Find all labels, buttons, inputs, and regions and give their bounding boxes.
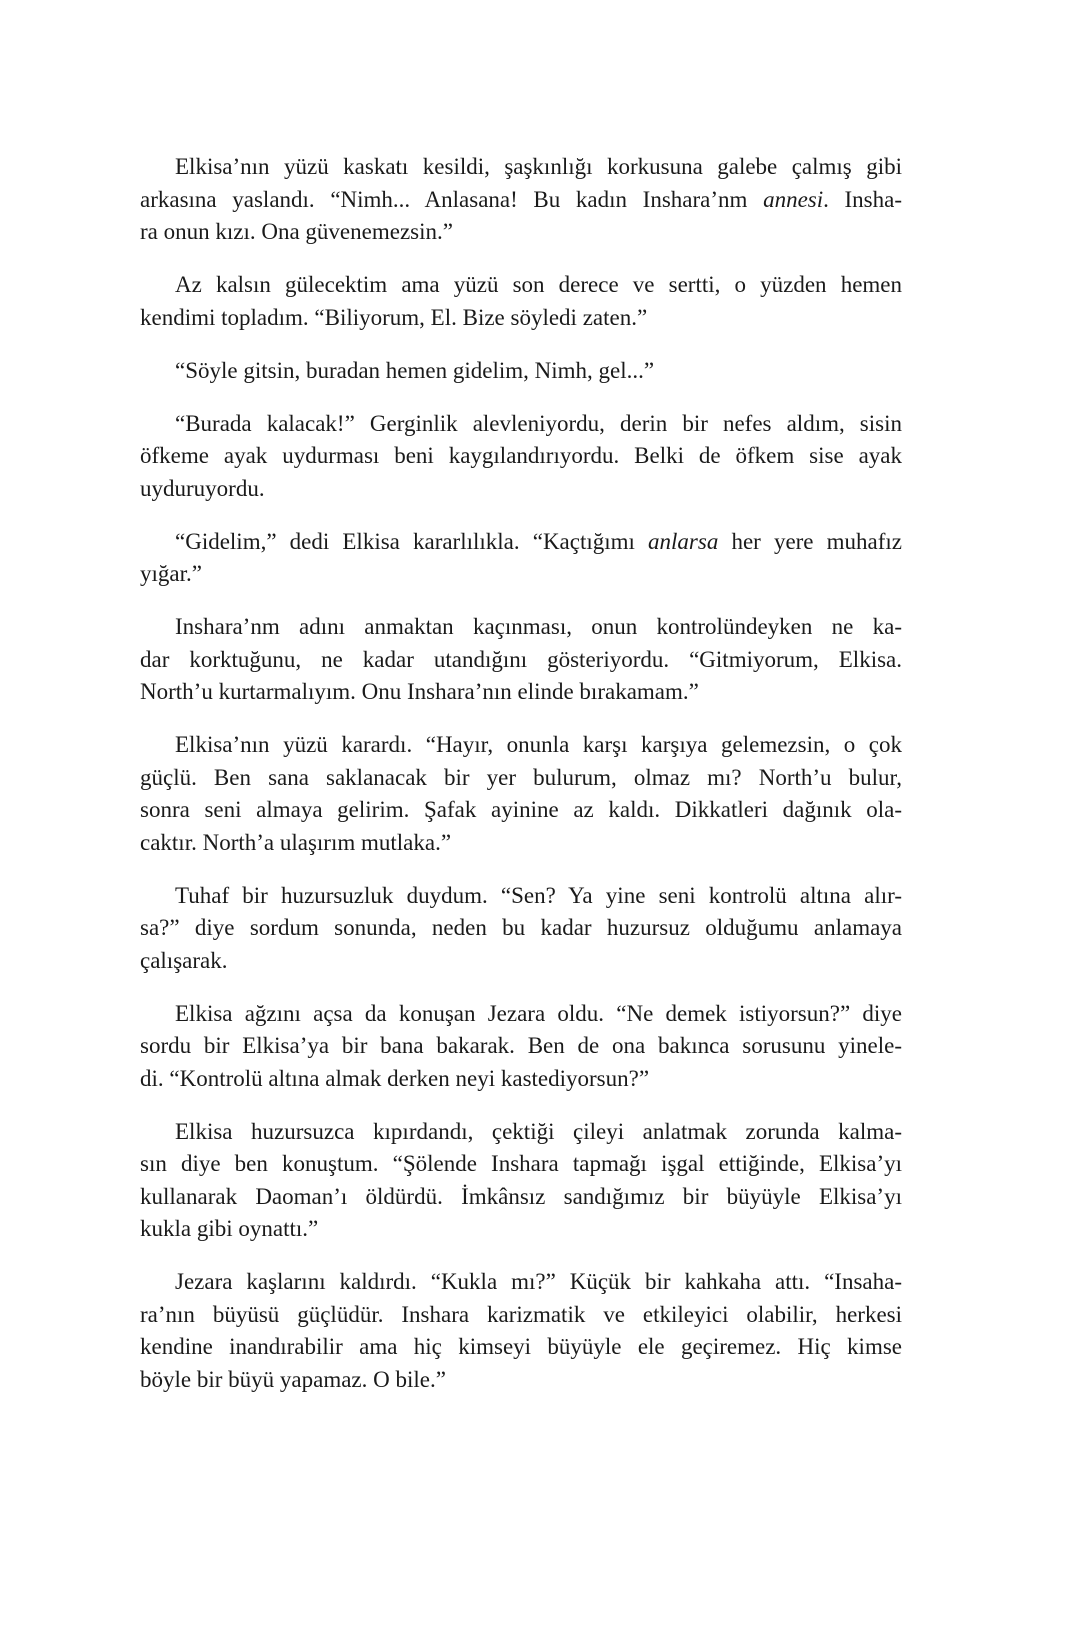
text-segment: “Söyle gitsin, buradan hemen gidelim, Nimh, gel...” <box>175 357 655 383</box>
text-segment: yığar.” <box>140 561 202 586</box>
text-segment: Elkisa’nın yüzü kaskatı kesildi, şaşkınlığı korkusuna galebe çalmış gibi <box>175 154 902 179</box>
text-line <box>140 355 902 388</box>
text-line <box>140 1063 902 1096</box>
text-segment: Inshara’nm adını anmaktan kaçınması, onun kontrolündeyken ne ka- <box>175 614 902 639</box>
text-segment: . Insha- <box>823 186 903 212</box>
text-line <box>140 1148 902 1181</box>
paragraph <box>140 526 902 591</box>
text-line <box>140 408 902 441</box>
text-segment: öfkeme ayak uydurması beni kaygılandırıyordu. Belki de öfkem sise ayak <box>140 443 902 468</box>
book-page <box>140 151 902 1417</box>
text-segment: sın diye ben konuştum. “Şölende Inshara tapmağı işgal ettiğinde, Elkisa’yı <box>140 1151 902 1176</box>
text-segment: sa?” diye sordum sonunda, neden bu kadar huzursuz olduğumu anlamaya <box>140 915 902 940</box>
text-segment: kukla gibi oynattı.” <box>140 1216 319 1241</box>
text-segment: çalışarak. <box>140 947 228 973</box>
paragraph <box>140 269 902 334</box>
text-segment: sonra seni almaya gelirim. Şafak ayinine az kaldı. Dikkatleri dağınık ola- <box>140 797 902 822</box>
paragraph <box>140 408 902 506</box>
text-segment: caktır. North’a ulaşırım mutlaka.” <box>140 829 452 855</box>
text-line <box>140 762 902 795</box>
text-line <box>140 827 902 860</box>
text-line <box>140 558 902 591</box>
paragraph <box>140 880 902 978</box>
text-segment: Az kalsın gülecektim ama yüzü son derece ve sertti, o yüzden hemen <box>175 272 902 297</box>
paragraph <box>140 151 902 249</box>
text-line <box>140 1266 902 1299</box>
text-line <box>140 945 902 978</box>
text-segment: her yere muhafız <box>718 528 902 554</box>
text-segment: Jezara kaşlarını kaldırdı. “Kukla mı?” Küçük bir kahkaha attı. “Insaha- <box>175 1269 902 1294</box>
text-line <box>140 1299 902 1332</box>
text-segment: kendimi topladım. “Biliyorum, El. Bize söyledi zaten.” <box>140 304 648 330</box>
text-line <box>140 611 902 644</box>
text-line <box>140 998 902 1031</box>
text-line <box>140 794 902 827</box>
paragraph <box>140 1116 902 1246</box>
text-segment: kendine inandırabilir ama hiç kimseyi büyüyle ele geçiremez. Hiç kimse <box>140 1334 902 1359</box>
text-line <box>140 1364 902 1397</box>
text-line <box>140 729 902 762</box>
italic-text: anlarsa <box>648 528 719 554</box>
text-line <box>140 473 902 506</box>
text-line <box>140 302 902 335</box>
text-segment: Elkisa ağzını açsa da konuşan Jezara oldu. “Ne demek istiyorsun?” diye <box>175 1000 902 1026</box>
paragraph <box>140 729 902 859</box>
text-line <box>140 676 902 709</box>
text-line <box>140 912 902 945</box>
paragraph <box>140 355 902 388</box>
text-segment: Elkisa’nın yüzü karardı. “Hayır, onunla karşı karşıya gelemezsin, o çok <box>175 732 902 757</box>
text-segment: Tuhaf bir huzursuzluk duydum. “Sen? Ya yine seni kontrolü altına alır- <box>175 882 902 908</box>
text-segment: Elkisa huzursuzca kıpırdandı, çektiği çileyi anlatmak zorunda kalma- <box>175 1118 902 1144</box>
paragraph <box>140 1266 902 1396</box>
text-segment: “Burada kalacak!” Gerginlik alevleniyordu, derin bir nefes aldım, sisin <box>175 410 902 436</box>
text-segment: uyduruyordu. <box>140 475 265 501</box>
text-line <box>140 1116 902 1149</box>
text-line <box>140 269 902 302</box>
text-segment: dar korktuğunu, ne kadar utandığını gösteriyordu. “Gitmiyorum, Elkisa. <box>140 646 902 672</box>
text-segment: ra’nın büyüsü güçlüdür. Inshara karizmatik ve etkileyici olabilir, herkesi <box>140 1301 902 1327</box>
text-line <box>140 1331 902 1364</box>
italic-text: annesi <box>763 186 824 212</box>
text-line <box>140 151 902 184</box>
text-line <box>140 184 902 217</box>
text-line <box>140 526 902 559</box>
paragraph <box>140 611 902 709</box>
text-line <box>140 880 902 913</box>
paragraph <box>140 998 902 1096</box>
text-segment: di. “Kontrolü altına almak derken neyi kastediyorsun?” <box>140 1065 650 1091</box>
text-segment: böyle bir büyü yapamaz. O bile.” <box>140 1366 446 1392</box>
text-segment: sordu bir Elkisa’ya bir bana bakarak. Ben de ona bakınca sorusunu yinele- <box>140 1033 902 1058</box>
text-segment: güçlü. Ben sana saklanacak bir yer bulurum, olmaz mı? North’u bulur, <box>140 764 902 790</box>
text-segment: kullanarak Daoman’ı öldürdü. İmkânsız sandığımız bir büyüyle Elkisa’yı <box>140 1183 902 1209</box>
text-line <box>140 1181 902 1214</box>
text-segment: ra onun kızı. Ona güvenemezsin.” <box>140 219 453 244</box>
text-line <box>140 644 902 677</box>
text-line <box>140 440 902 473</box>
text-line <box>140 1213 902 1246</box>
text-segment: arkasına yaslandı. “Nimh... Anlasana! Bu kadın Inshara’nm <box>140 186 764 212</box>
text-line <box>140 216 902 249</box>
text-segment: North’u kurtarmalıyım. Onu Inshara’nın elinde bırakamam.” <box>140 679 699 704</box>
text-segment: “Gidelim,” dedi Elkisa kararlılıkla. “Kaçtığımı <box>175 528 649 554</box>
text-line <box>140 1030 902 1063</box>
